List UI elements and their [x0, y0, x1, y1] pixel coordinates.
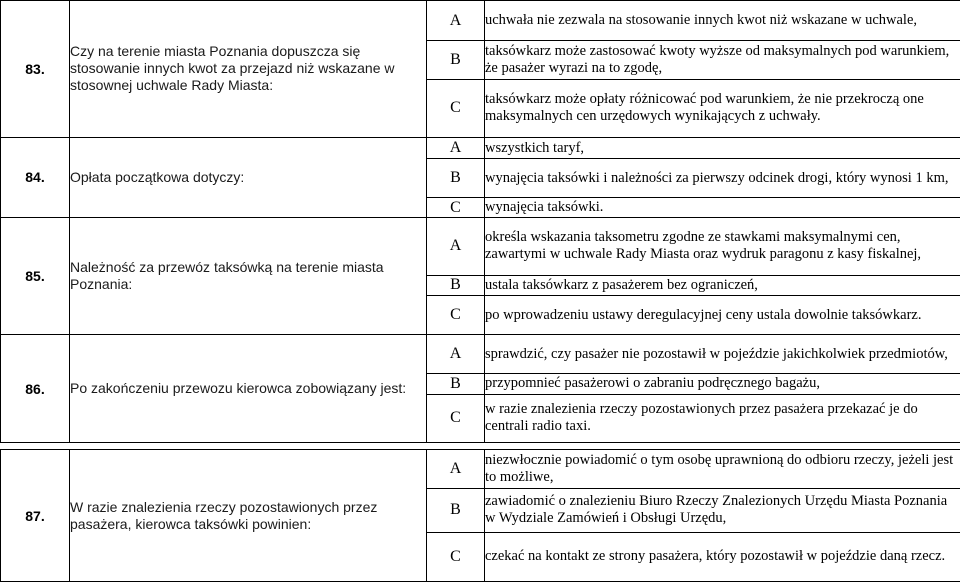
answer-text: niezwłocznie powiadomić o tym osobę uprawnioną do odbioru rzeczy, jeżeli jest to możliwe,: [485, 450, 960, 489]
answer-row: [1, 1, 960, 41]
answer-text: taksówkarz może zastosować kwoty wyższe od maksymalnych pod warunkiem, że pasażer wyrazi na to zgodę,: [485, 41, 960, 80]
answer-text: w razie znalezienia rzeczy pozostawionych przez pasażera przekazać je do centrali radio taxi.: [485, 394, 960, 442]
question-text: Po zakończeniu przewozu kierowca zobowiązany jest:: [70, 335, 427, 443]
answer-text: po wprowadzeniu ustawy deregulacyjnej ceny ustala dowolnie taksówkarz.: [485, 296, 960, 335]
answer-letter: B: [427, 41, 485, 80]
answer-text: wynajęcia taksówki i należności za pierwszy odcinek drogi, który wynosi 1 km,: [485, 159, 960, 198]
answer-letter: A: [427, 217, 485, 275]
answer-letter: A: [427, 137, 485, 159]
answer-letter: B: [427, 159, 485, 198]
answer-text: zawiadomić o znalezieniu Biuro Rzeczy Znalezionych Urzędu Miasta Poznania w Wydziale Zamówień i Obsługi Urzędu,: [485, 489, 960, 532]
answer-row: [1, 217, 960, 275]
answer-row: [1, 450, 960, 489]
question-text: Opłata początkowa dotyczy:: [70, 137, 427, 217]
answer-text: wynajęcia taksówki.: [485, 198, 960, 218]
answer-text: przypomnieć pasażerowi o zabraniu podręcznego bagażu,: [485, 374, 960, 395]
answer-text: określa wskazania taksometru zgodne ze stawkami maksymalnymi cen, zawartymi w uchwale Rady Miasta oraz wydruk paragonu z kasy fiskalnej,: [485, 217, 960, 275]
answer-letter: C: [427, 198, 485, 218]
answer-letter: C: [427, 296, 485, 335]
answer-letter: C: [427, 80, 485, 138]
question-number: 85.: [1, 217, 70, 334]
question-text: W razie znalezienia rzeczy pozostawionych przez pasażera, kierowca taksówki powinien:: [70, 450, 427, 582]
answer-letter: A: [427, 1, 485, 41]
question-number: 83.: [1, 1, 70, 138]
answer-text: wszystkich taryf,: [485, 137, 960, 159]
answer-text: sprawdzić, czy pasażer nie pozostawił w pojeździe jakichkolwiek przedmiotów,: [485, 335, 960, 374]
question-text: Czy na terenie miasta Poznania dopuszcza się stosowanie innych kwot za przejazd niż wskazane w stosownej uchwale Rady Miasta:: [70, 1, 427, 138]
question-number: 84.: [1, 137, 70, 217]
answer-letter: B: [427, 275, 485, 296]
question-text: Należność za przewóz taksówką na terenie miasta Poznania:: [70, 217, 427, 334]
answer-row: [1, 335, 960, 374]
answer-letter: C: [427, 394, 485, 442]
answer-letter: B: [427, 374, 485, 395]
answer-row: [1, 137, 960, 159]
answer-letter: A: [427, 450, 485, 489]
answer-text: taksówkarz może opłaty różnicować pod warunkiem, że nie przekroczą one maksymalnych cen urzędowych wynikających z uchwały.: [485, 80, 960, 138]
row-separator: [1, 443, 960, 450]
answer-letter: B: [427, 489, 485, 532]
question-number: 86.: [1, 335, 70, 443]
answer-text: czekać na kontakt ze strony pasażera, który pozostawił w pojeździe daną rzecz.: [485, 532, 960, 581]
answer-letter: A: [427, 335, 485, 374]
separator-cell: [1, 443, 960, 450]
question-number: 87.: [1, 450, 70, 582]
answer-text: uchwała nie zezwala na stosowanie innych kwot niż wskazane w uchwale,: [485, 1, 960, 41]
answer-letter: C: [427, 532, 485, 581]
answer-text: ustala taksówkarz z pasażerem bez ograniczeń,: [485, 275, 960, 296]
